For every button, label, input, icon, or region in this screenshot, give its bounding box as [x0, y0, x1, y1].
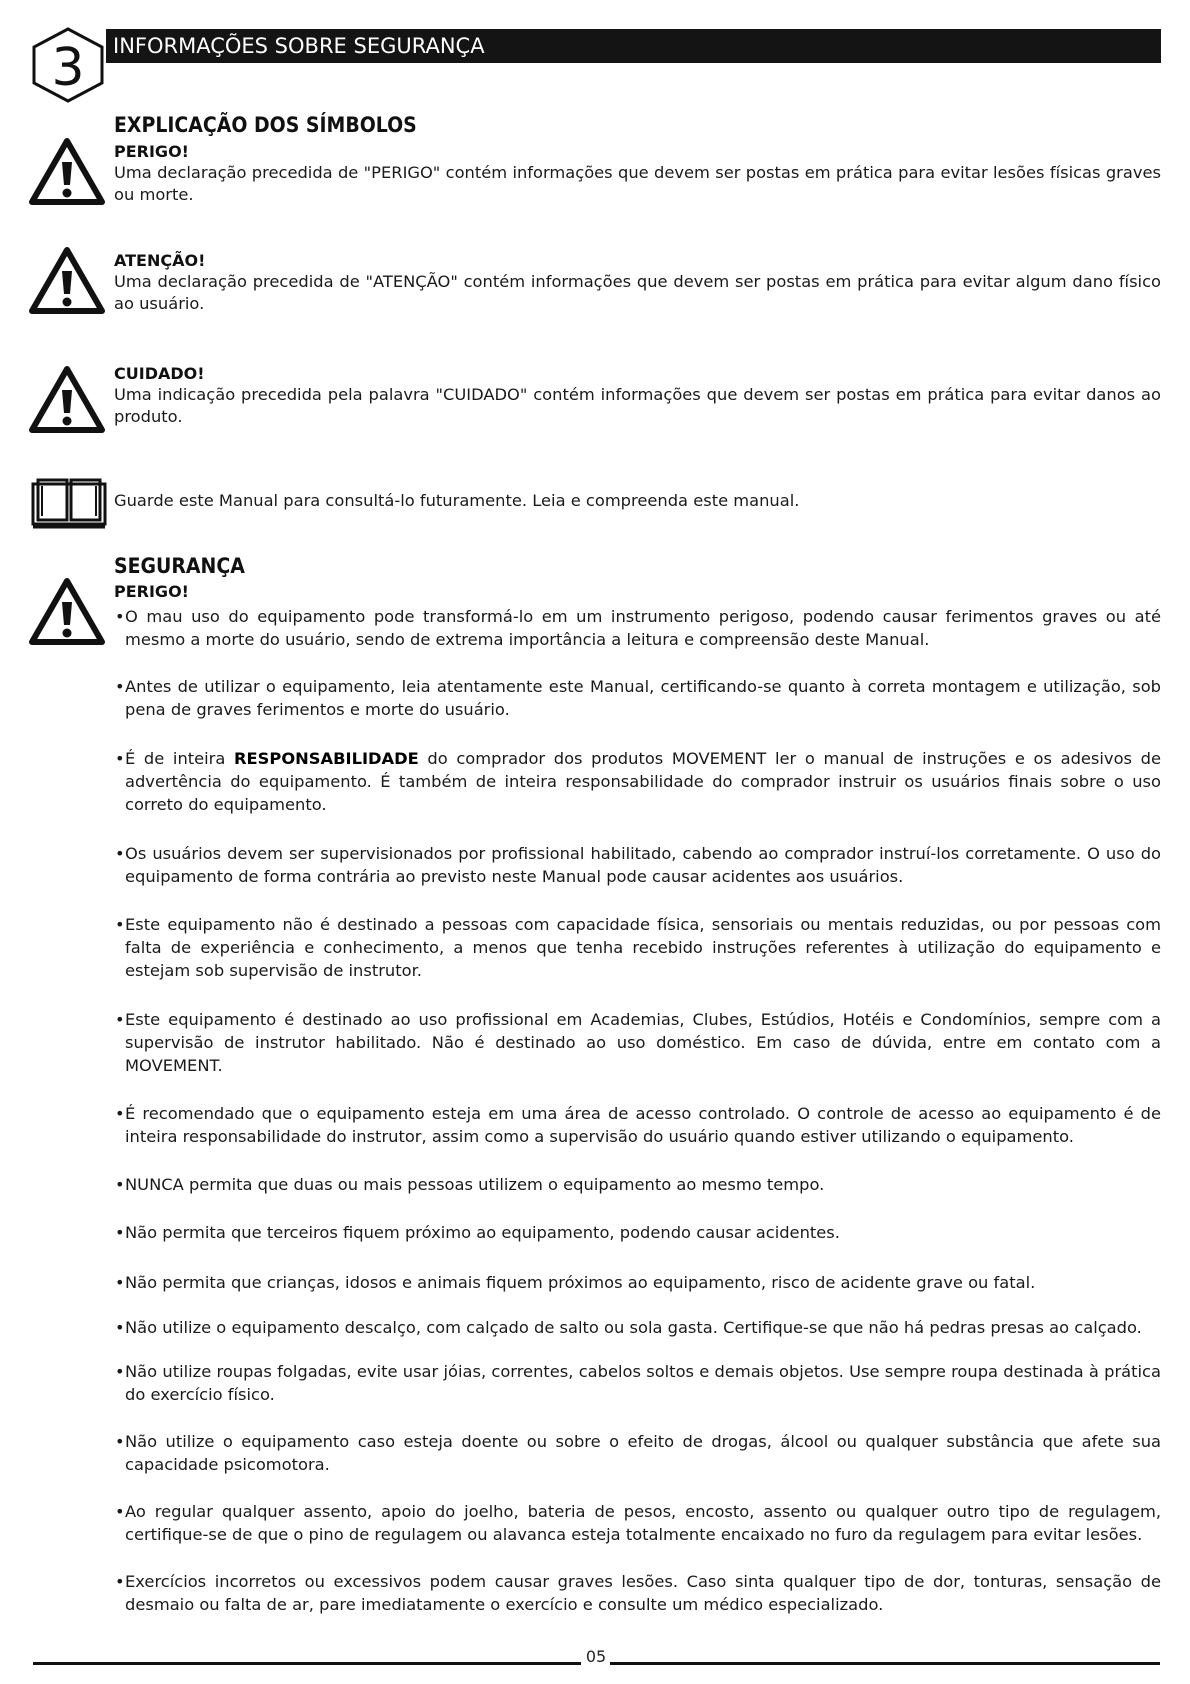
bullet: •	[115, 1104, 125, 1123]
list-item-text: Não utilize roupas folgadas, evite usar jóias, correntes, cabelos soltos e demais objetos. Use sempre roupa destinada à prática do exercício físico.	[125, 1362, 1161, 1404]
list-item	[115, 1430, 1161, 1476]
perigo-label: PERIGO!	[114, 142, 189, 161]
list-item	[115, 1221, 1161, 1244]
bullet: •	[115, 1362, 125, 1381]
list-item-text: Não permita que crianças, idosos e animais fiquem próximos ao equipamento, risco de acidente grave ou fatal.	[125, 1273, 1036, 1292]
bullet: •	[115, 749, 125, 768]
responsabilidade-emphasis: RESPONSABILIDADE	[234, 749, 419, 768]
bullet: •	[115, 1273, 125, 1292]
footer-rule-right	[610, 1662, 1160, 1665]
list-item	[115, 1500, 1161, 1546]
list-item	[115, 842, 1161, 888]
page-title: INFORMAÇÕES SOBRE SEGURANÇA	[113, 34, 485, 58]
bullet: •	[115, 1502, 125, 1521]
list-item	[115, 605, 1161, 651]
bullet: •	[115, 915, 125, 934]
warning-icon	[28, 245, 106, 317]
warning-icon	[28, 364, 106, 436]
list-item	[115, 1570, 1161, 1616]
warning-icon	[28, 136, 106, 208]
list-item	[115, 913, 1161, 982]
list-item-text: Não utilize o equipamento caso esteja doente ou sobre o efeito de drogas, álcool ou qualquer substância que afete sua capacidade psicomotora.	[125, 1432, 1161, 1474]
bullet: •	[115, 677, 125, 696]
list-item-text: O mau uso do equipamento pode transformá-lo em um instrumento perigoso, podendo causar ferimentos graves ou até mesmo a morte do usuário, sendo de extrema importância a leitura e compreensão deste Manual.	[125, 607, 1161, 649]
cuidado-description: Uma indicação precedida pela palavra "CUIDADO" contém informações que devem ser postas em prática para evitar danos ao produto.	[114, 385, 1161, 426]
safety-perigo-label: PERIGO!	[114, 582, 189, 601]
atencao-description: Uma declaração precedida de "ATENÇÃO" contém informações que devem ser postas em prática para evitar algum dano físico ao usuário.	[114, 272, 1161, 313]
list-item	[115, 1008, 1161, 1077]
list-item-text: É recomendado que o equipamento esteja em uma área de acesso controlado. O controle de acesso ao equipamento é de inteira responsabilidade do instrutor, assim como a supervisão do usuário quando estiver utilizando o equipamento.	[125, 1104, 1161, 1146]
list-item-text: Não utilize o equipamento descalço, com calçado de salto ou sola gasta. Certifique-se que não há pedras presas ao calçado.	[125, 1318, 1142, 1337]
list-item-text: Este equipamento não é destinado a pessoas com capacidade física, sensoriais ou mentais reduzidas, ou por pessoas com falta de experiência e conhecimento, a menos que tenha recebido instruções referentes à utilização do equipamento e estejam sob supervisão de instrutor.	[125, 915, 1161, 980]
list-item	[115, 675, 1161, 721]
bullet: •	[115, 1318, 125, 1337]
book-icon	[30, 476, 108, 530]
list-item-text: Exercícios incorretos ou excessivos podem causar graves lesões. Caso sinta qualquer tipo de dor, tonturas, sensação de desmaio ou falta de ar, pare imediatamente o exercício e consulte um médico especializado.	[125, 1572, 1161, 1614]
list-item-text: Não permita que terceiros fiquem próximo ao equipamento, podendo causar acidentes.	[125, 1223, 840, 1242]
perigo-description: Uma declaração precedida de "PERIGO" contém informações que devem ser postas em prática para evitar lesões físicas graves ou morte.	[114, 163, 1161, 204]
bullet: •	[115, 844, 125, 863]
list-item	[115, 1316, 1161, 1339]
list-item-text: É de inteira RESPONSABILIDADE do comprador dos produtos MOVEMENT ler o manual de instruções e os adesivos de advertência do equipamento. É também de inteira responsabilidade do comprador instruir os usuários finais sobre o uso correto do equipamento.	[125, 749, 1162, 814]
bullet: •	[115, 1572, 125, 1591]
bullet: •	[115, 1175, 125, 1194]
safety-heading: SEGURANÇA	[114, 554, 245, 578]
page-number: 05	[585, 1647, 607, 1666]
cuidado-label: CUIDADO!	[114, 364, 205, 383]
bullet: •	[115, 1010, 125, 1029]
bullet: •	[115, 1223, 125, 1242]
list-item-text: Antes de utilizar o equipamento, leia atentamente este Manual, certificando-se quanto à correta montagem e utilização, sob pena de graves ferimentos e morte do usuário.	[125, 677, 1161, 719]
atencao-label: ATENÇÃO!	[114, 251, 206, 270]
list-item-text: NUNCA permita que duas ou mais pessoas utilizem o equipamento ao mesmo tempo.	[125, 1175, 825, 1194]
bullet: •	[115, 607, 125, 626]
list-item	[115, 1173, 1161, 1196]
list-item	[115, 1360, 1161, 1406]
list-item-text: Ao regular qualquer assento, apoio do joelho, bateria de pesos, encosto, assento ou qualquer outro tipo de regulagem, certifique-se de que o pino de regulagem ou alavanca esteja totalmente encaixado no furo da regulagem para evitar lesões.	[125, 1502, 1161, 1544]
chapter-number: 3	[51, 38, 85, 98]
footer-rule-left	[33, 1662, 581, 1665]
list-item	[115, 747, 1161, 816]
bullet: •	[115, 1432, 125, 1451]
list-item-text: Este equipamento é destinado ao uso profissional em Academias, Clubes, Estúdios, Hotéis e Condomínios, sempre com a supervisão de instrutor habilitado. Não é destinado ao uso doméstico. Em caso de dúvida, entre em contato com a MOVEMENT.	[125, 1010, 1161, 1075]
list-item	[115, 1102, 1161, 1148]
warning-icon	[28, 576, 106, 648]
list-item-text: Os usuários devem ser supervisionados por profissional habilitado, cabendo ao comprador instruí-los corretamente. O uso do equipamento de forma contrária ao previsto neste Manual pode causar acidentes aos usuários.	[125, 844, 1161, 886]
list-item	[115, 1271, 1161, 1294]
manual-note: Guarde este Manual para consultá-lo futuramente. Leia e compreenda este manual.	[114, 491, 800, 510]
symbols-heading: EXPLICAÇÃO DOS SÍMBOLOS	[114, 113, 417, 137]
